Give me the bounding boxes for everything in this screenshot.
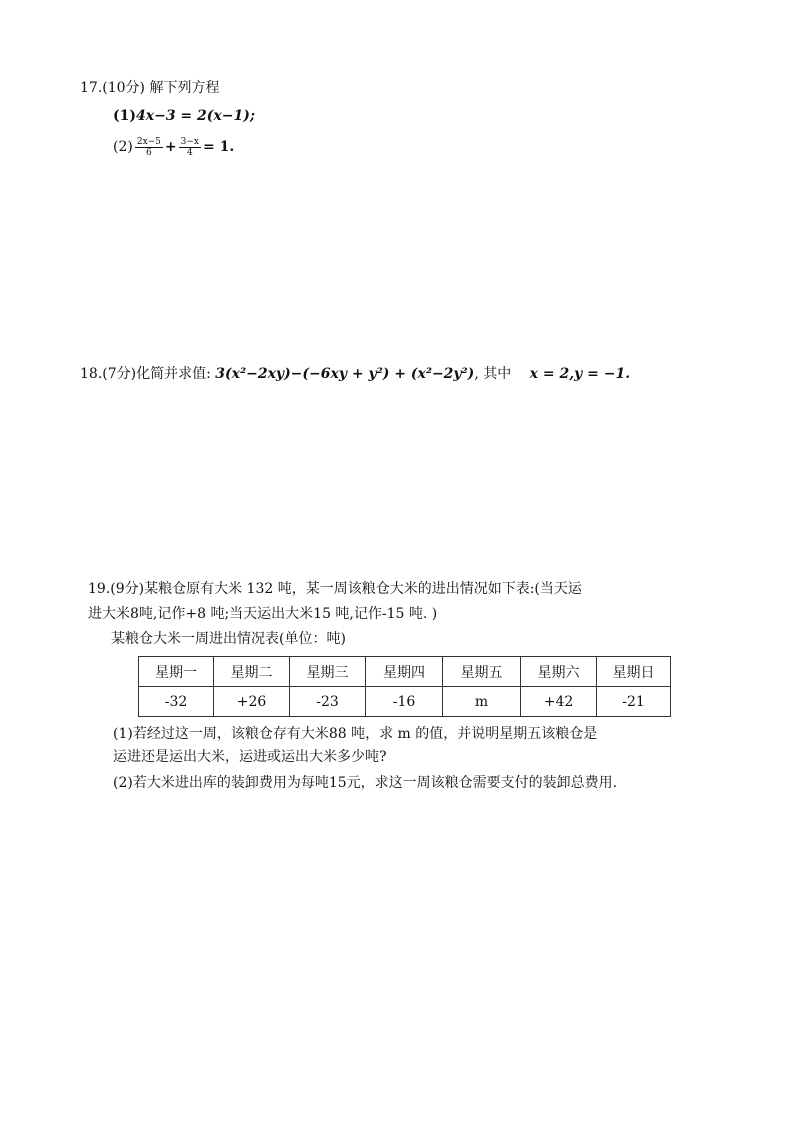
table-header-row bbox=[139, 657, 671, 687]
q18-line bbox=[80, 365, 630, 383]
table-header-cell: 星期一 bbox=[139, 657, 214, 687]
q17-fraction-2-denominator: 4 bbox=[186, 147, 193, 158]
q19-sub1-line1: (1)若经过这一周，该粮仓存有大米88 吨，求 m 的值，并说明星期五该粮仓是 bbox=[113, 726, 598, 742]
q17-part2-rhs: = 1. bbox=[203, 139, 235, 155]
table-header-cell: 星期二 bbox=[214, 657, 290, 687]
table-value-cell: +26 bbox=[214, 687, 290, 717]
table-value-cell: -16 bbox=[366, 687, 443, 717]
q17-part1-label: (1) bbox=[113, 108, 136, 124]
table-header-cell: 星期四 bbox=[366, 657, 443, 687]
q17-part2-label: (2) bbox=[113, 139, 133, 155]
table-header-cell: 星期三 bbox=[290, 657, 366, 687]
grain-table bbox=[138, 656, 671, 717]
table-value-cell: +42 bbox=[521, 687, 597, 717]
q17-part1 bbox=[113, 107, 255, 125]
table-header-cell: 星期日 bbox=[597, 657, 671, 687]
q19-sub1-line2: 运进还是运出大米，运进或运出大米多少吨? bbox=[113, 749, 387, 765]
q17-fraction-1 bbox=[135, 137, 163, 158]
q19-intro-line1: 19.(9分)某粮仓原有大米 132 吨，某一周该粮仓大米的进出情况如下表:(当天运 bbox=[88, 581, 582, 597]
q18-middle: , 其中 bbox=[474, 366, 512, 382]
q17-fraction-1-numerator: 2x−5 bbox=[136, 136, 161, 147]
table-value-cell: -21 bbox=[597, 687, 671, 717]
q18-condition: x = 2,y = −1. bbox=[529, 366, 631, 382]
table-value-cell: -23 bbox=[290, 687, 366, 717]
q19-intro-line2: 进大米8吨,记作+8 吨;当天运出大米15 吨,记作-15 吨. ) bbox=[88, 606, 438, 622]
table-value-cell: m bbox=[443, 687, 521, 717]
q18-expression: 3(x²−2xy)−(−6xy + y²) + (x²−2y²) bbox=[215, 366, 475, 382]
q17-part1-expression: 4x−3 = 2(x−1); bbox=[136, 108, 256, 124]
q18-prefix: 18.(7分)化简并求值: bbox=[80, 366, 211, 382]
q17-plus-operator: + bbox=[164, 139, 177, 155]
table-row bbox=[139, 687, 671, 717]
table-header-cell: 星期六 bbox=[521, 657, 597, 687]
q17-fraction-2 bbox=[179, 137, 201, 158]
q17-fraction-2-numerator: 3−x bbox=[180, 136, 199, 147]
q19-table-caption: 某粮仓大米一周进出情况表(单位：吨) bbox=[111, 631, 346, 647]
table-value-cell: -32 bbox=[139, 687, 214, 717]
table-header-cell: 星期五 bbox=[443, 657, 521, 687]
q17-heading: 17.(10分) 解下列方程 bbox=[80, 80, 220, 96]
q17-part2 bbox=[113, 134, 234, 160]
q19-sub2: (2)若大米进出库的装卸费用为每吨15元，求这一周该粮仓需要支付的装卸总费用. bbox=[113, 775, 618, 791]
q17-fraction-1-denominator: 6 bbox=[146, 147, 152, 158]
